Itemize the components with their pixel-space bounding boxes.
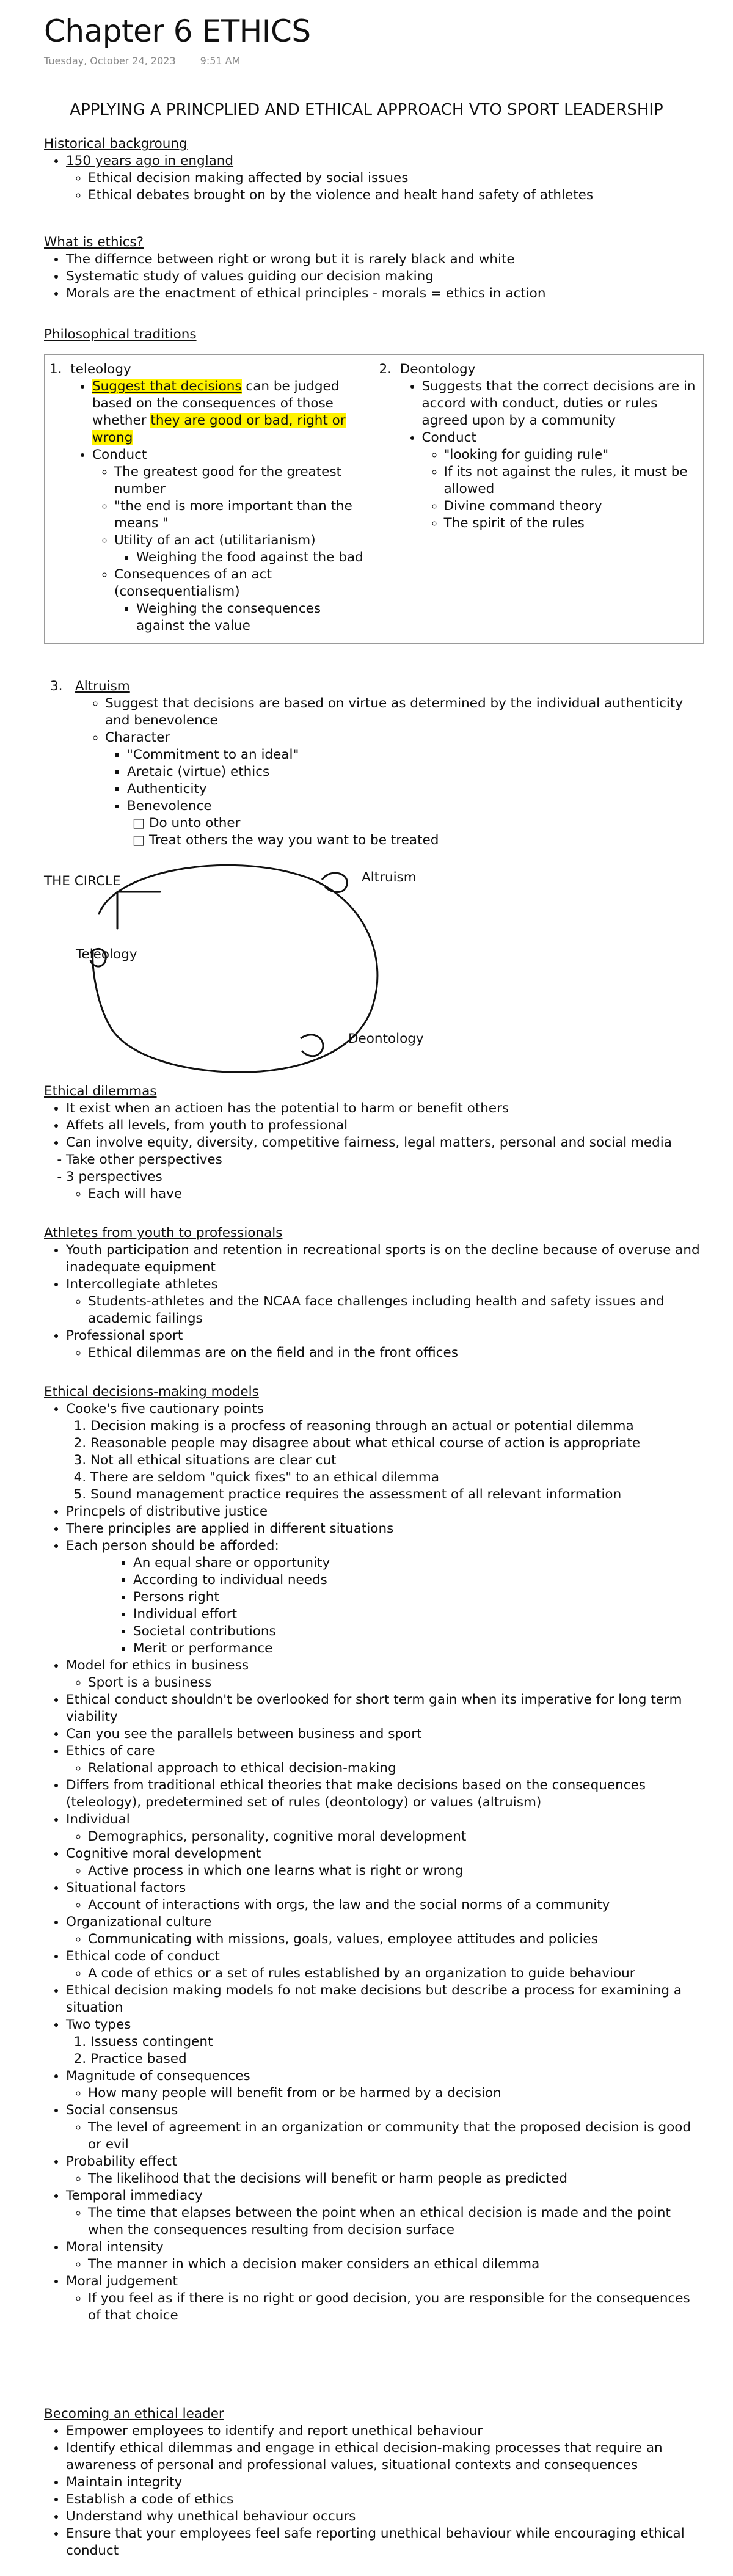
list-item: ◦ "the end is more important than the means " xyxy=(114,498,369,532)
list-item: ◦ Sport is a business xyxy=(88,1674,704,1691)
list-item: 2. Reasonable people may disagree about what ethical course of action is appropriate xyxy=(90,1435,704,1452)
list-item: ◦ Character ▪ "Commitment to an ideal" ▪ Aretaic (virtue) ethics ▪ Authenticity ▪ Benevolence □ Do unto other □ Treat others the way you want to be treated xyxy=(105,729,710,849)
deontology-label: Deontology xyxy=(399,362,476,377)
list-item: • Temporal immediacy ◦ The time that elapses between the point when an ethical decision is made and the point when the consequences resulting from decision surface xyxy=(66,2187,704,2239)
list-item: ▪ "Commitment to an ideal" xyxy=(127,746,710,764)
list-item: ◦ If you feel as if there is no right or good decision, you are responsible for the consequences of that choice xyxy=(88,2290,704,2324)
circle-title: THE CIRCLE xyxy=(44,874,121,889)
list-item: • Can involve equity, diversity, competitive fairness, legal matters, personal and social media xyxy=(66,1134,704,1151)
teleology-cell: 1. teleology • Suggest that decisions can be judged based on the consequences of those whether they are good or bad, right or wrong • Conduct ◦ The greatest good for the greatest number ◦ "the end is more important than the means " ◦ Utility of an act (utilitarianism) ▪ Weighing the food against the bad ◦ Consequences of an act (consequentialism) ▪ Weighing the consequences against the value xyxy=(45,355,374,644)
list-item: • Individual ◦ Demographics, personality, cognitive moral development xyxy=(66,1811,704,1845)
list-item: ◦ Students-athletes and the NCAA face challenges including health and safety issues and academic failings xyxy=(88,1293,704,1327)
list-item: 5. Sound management practice requires the assessment of all relevant information xyxy=(90,1486,704,1503)
section-title: Philosophical traditions xyxy=(44,327,197,342)
deontology-node-label: Deontology xyxy=(348,1031,424,1046)
list-item: ◦ The level of agreement in an organization or community that the proposed decision is good or evil xyxy=(88,2119,704,2153)
section-title: Ethical decisions-making models xyxy=(44,1384,259,1399)
deontology-cell: 2. Deontology • Suggests that the correct decisions are in accord with conduct, duties or rules agreed upon by a community • Conduct ◦ "looking for guiding rule" ◦ If its not against the rules, it must be allowed ◦ Divine command theory ◦ The spirit of the rules xyxy=(374,355,704,644)
list-item: • Princpels of distributive justice xyxy=(66,1503,704,1520)
list-item: ◦ How many people will benefit from or be harmed by a decision xyxy=(88,2085,704,2102)
circle-ink xyxy=(44,855,704,1100)
list-item: ◦ Consequences of an act (consequentialism) ▪ Weighing the consequences against the value xyxy=(114,566,369,635)
section-athletes xyxy=(44,1225,704,1362)
list-item: • Ethics of care ◦ Relational approach to ethical decision-making xyxy=(66,1743,704,1777)
list-item: 3. Not all ethical situations are clear cut xyxy=(90,1452,704,1469)
list-item: • Suggests that the correct decisions are in accord with conduct, duties or rules agreed upon by a community xyxy=(422,378,699,429)
list-item: • Each person should be afforded: ▪ An equal share or opportunity ▪ According to individual needs ▪ Persons right ▪ Individual effort ▪ Societal contributions ▪ Merit or performance xyxy=(66,1538,704,1657)
list-item: • Moral judgement ◦ If you feel as if there is no right or good decision, you are responsible for the consequences of that choice xyxy=(66,2273,704,2324)
note-time: 9:51 AM xyxy=(200,55,241,67)
list-item: ◦ Account of interactions with orgs, the law and the social norms of a community xyxy=(88,1897,704,1914)
list-item: • Understand why unethical behaviour occurs xyxy=(66,2508,704,2525)
note-timestamp xyxy=(44,55,240,67)
list-item: ◦ Each will have xyxy=(88,1186,704,1203)
list-item: • Identify ethical dilemmas and engage in ethical decision-making processes that require an awareness of personal and professional values, situational contexts and consequences xyxy=(66,2440,704,2474)
section-title: What is ethics? xyxy=(44,235,144,250)
list-item: ▪ An equal share or opportunity xyxy=(133,1555,704,1572)
list-item: • Maintain integrity xyxy=(66,2474,704,2491)
list-item: • Conduct ◦ "looking for guiding rule" ◦ If its not against the rules, it must be allowed ◦ Divine command theory ◦ The spirit of the rules xyxy=(422,429,699,532)
list-item: • Two types 1. Issuess contingent 2. Practice based xyxy=(66,2016,704,2068)
list-item: • Empower employees to identify and report unethical behaviour xyxy=(66,2423,704,2440)
list-item: ◦ Ethical debates brought on by the violence and healt hand safety of athletes xyxy=(88,187,704,204)
list-item: □ Do unto other xyxy=(149,815,710,832)
list-item: • Suggest that decisions can be judged based on the consequences of those whether they are good or bad, right or wrong xyxy=(92,378,369,447)
list-item: • There principles are applied in different situations xyxy=(66,1520,704,1538)
list-item: - 3 perspectives ◦ Each will have xyxy=(66,1169,704,1203)
list-item: • Social consensus ◦ The level of agreement in an organization or community that the proposed decision is good or evil xyxy=(66,2102,704,2153)
list-item: • Ethical decision making models fo not make decisions but describe a process for examining a situation xyxy=(66,1982,704,2016)
list-item: ▪ According to individual needs xyxy=(133,1572,704,1589)
list-item: ◦ Active process in which one learns what is right or wrong xyxy=(88,1863,704,1880)
section-altruism: 3. Altruism ◦ Suggest that decisions are based on virtue as determined by the individual authenticity and benevolence ◦ Character ▪ "Commitment to an ideal" ▪ Aretaic (virtue) ethics ▪ Authenticity ▪ Benevolence □ Do unto other □ Treat others the way you want to be treated xyxy=(50,678,710,849)
list-item: ◦ Ethical dilemmas are on the field and in the front offices xyxy=(88,1345,704,1362)
traditions-table xyxy=(44,354,704,644)
list-item: ◦ Relational approach to ethical decision-making xyxy=(88,1760,704,1777)
list-item: • Moral intensity ◦ The manner in which a decision maker considers an ethical dilemma xyxy=(66,2239,704,2273)
list-item: • Magnitude of consequences ◦ How many people will benefit from or be harmed by a decision xyxy=(66,2068,704,2102)
list-item: ◦ Suggest that decisions are based on virtue as determined by the individual authenticity and benevolence xyxy=(105,695,710,729)
list-item: ▪ Weighing the consequences against the value xyxy=(136,600,369,635)
list-item: ◦ Demographics, personality, cognitive moral development xyxy=(88,1828,704,1845)
list-item: ◦ The time that elapses between the point when an ethical decision is made and the point when the consequences resulting from decision surface xyxy=(88,2205,704,2239)
list-item: 2. Practice based xyxy=(90,2051,704,2068)
teleology-node-label: Teleology xyxy=(76,947,137,962)
list-item: • Cognitive moral development ◦ Active process in which one learns what is right or wrong xyxy=(66,1845,704,1880)
list-item: ▪ Merit or performance xyxy=(133,1640,704,1657)
altruism-label: Altruism xyxy=(75,679,130,694)
list-item: ▪ Weighing the food against the bad xyxy=(136,549,369,566)
list-item: ▪ Persons right xyxy=(133,1589,704,1606)
circle-drawing xyxy=(44,855,704,1100)
section-historical xyxy=(44,136,704,204)
list-item: • Probability effect ◦ The likelihood that the decisions will benefit or harm people as predicted xyxy=(66,2153,704,2187)
list-item: 1. Issuess contingent xyxy=(90,2034,704,2051)
list-item: • 150 years ago in england ◦ Ethical decision making affected by social issues ◦ Ethical debates brought on by the violence and healt hand safety of athletes xyxy=(66,153,704,204)
list-item: ◦ The greatest good for the greatest number xyxy=(114,464,369,498)
list-item: • Systematic study of values guiding our decision making xyxy=(66,268,704,285)
list-item: • It exist when an actioen has the potential to harm or benefit others xyxy=(66,1100,704,1117)
list-item: • Model for ethics in business ◦ Sport is a business xyxy=(66,1657,704,1691)
section-title: Ethical dilemmas xyxy=(44,1084,157,1099)
section-title: Historical backgroung xyxy=(44,136,188,151)
section-models xyxy=(44,1384,704,2324)
list-item: ◦ The spirit of the rules xyxy=(444,515,699,532)
teleology-label: teleology xyxy=(70,362,131,377)
list-item: • Situational factors ◦ Account of interactions with orgs, the law and the social norms of a community xyxy=(66,1880,704,1914)
list-item: ▪ Authenticity xyxy=(127,781,710,798)
section-ethical-leader xyxy=(44,2406,704,2560)
main-heading: APPLYING A PRINCPLIED AND ETHICAL APPROACH VTO SPORT LEADERSHIP xyxy=(70,101,663,119)
list-item: 1. Decision making is a procfess of reasoning through an actual or potential dilemma xyxy=(90,1418,704,1435)
list-item: • The differnce between right or wrong but it is rarely black and white xyxy=(66,251,704,268)
altruism-node-label: Altruism xyxy=(362,870,417,885)
section-philosophical xyxy=(44,326,704,343)
list-item: ◦ Divine command theory xyxy=(444,498,699,515)
list-item: - Take other perspectives xyxy=(66,1151,704,1169)
list-item: • Organizational culture ◦ Communicating with missions, goals, values, employee attitudes and policies xyxy=(66,1914,704,1948)
list-item: □ Treat others the way you want to be treated xyxy=(149,832,710,849)
list-item: • Conduct ◦ The greatest good for the greatest number ◦ "the end is more important than the means " ◦ Utility of an act (utilitarianism) ▪ Weighing the food against the bad ◦ Consequences of an act (consequentialism) ▪ Weighing the consequences against the value xyxy=(92,447,369,635)
list-item: ◦ Communicating with missions, goals, values, employee attitudes and policies xyxy=(88,1931,704,1948)
list-item: ▪ Individual effort xyxy=(133,1606,704,1623)
page-title: Chapter 6 ETHICS xyxy=(44,13,311,49)
list-item: ◦ If its not against the rules, it must be allowed xyxy=(444,464,699,498)
list-item: • Cooke's five cautionary points 1. Decision making is a procfess of reasoning through an actual or potential dilemma 2. Reasonable people may disagree about what ethical course of action is appropriate 3. Not all ethical situations are clear cut 4. There are seldom "quick fixes" to an ethical dilemma 5. Sound management practice requires the assessment of all relevant information xyxy=(66,1401,704,1503)
section-title: Athletes from youth to professionals xyxy=(44,1225,283,1241)
list-item: ◦ The likelihood that the decisions will benefit or harm people as predicted xyxy=(88,2170,704,2187)
list-item: ◦ Ethical decision making affected by social issues xyxy=(88,170,704,187)
list-item: ◦ Utility of an act (utilitarianism) ▪ Weighing the food against the bad xyxy=(114,532,369,566)
section-what-is-ethics xyxy=(44,234,704,302)
list-item: ▪ Benevolence □ Do unto other □ Treat others the way you want to be treated xyxy=(127,798,710,849)
list-item: 4. There are seldom "quick fixes" to an ethical dilemma xyxy=(90,1469,704,1486)
list-item: ▪ Societal contributions xyxy=(133,1623,704,1640)
list-item: ◦ The manner in which a decision maker considers an ethical dilemma xyxy=(88,2256,704,2273)
section-title: Becoming an ethical leader xyxy=(44,2406,224,2421)
list-item: • Ethical conduct shouldn't be overlooked for short term gain when its imperative for long term viability xyxy=(66,1691,704,1726)
list-item: • Can you see the parallels between business and sport xyxy=(66,1726,704,1743)
list-item: • Ensure that your employees feel safe reporting unethical behaviour while encouraging ethical conduct xyxy=(66,2525,704,2560)
list-item: • Youth participation and retention in recreational sports is on the decline because of overuse and inadequate equipment xyxy=(66,1242,704,1276)
list-item: • Intercollegiate athletes ◦ Students-athletes and the NCAA face challenges including health and safety issues and academic failings xyxy=(66,1276,704,1327)
list-item: • Professional sport ◦ Ethical dilemmas are on the field and in the front offices xyxy=(66,1327,704,1362)
list-item: • Affets all levels, from youth to professional xyxy=(66,1117,704,1134)
list-item: • Ethical code of conduct ◦ A code of ethics or a set of rules established by an organization to guide behaviour xyxy=(66,1948,704,1982)
list-item: • Differs from traditional ethical theories that make decisions based on the consequences (teleology), predetermined set of rules (deontology) or values (altruism) xyxy=(66,1777,704,1811)
list-item: ◦ A code of ethics or a set of rules established by an organization to guide behaviour xyxy=(88,1965,704,1982)
list-item: ◦ "looking for guiding rule" xyxy=(444,447,699,464)
list-item: ▪ Aretaic (virtue) ethics xyxy=(127,764,710,781)
list-item: • Morals are the enactment of ethical principles - morals = ethics in action xyxy=(66,285,704,302)
section-dilemmas xyxy=(44,1083,704,1203)
list-item: • Establish a code of ethics xyxy=(66,2491,704,2508)
note-date: Tuesday, October 24, 2023 xyxy=(44,55,176,67)
